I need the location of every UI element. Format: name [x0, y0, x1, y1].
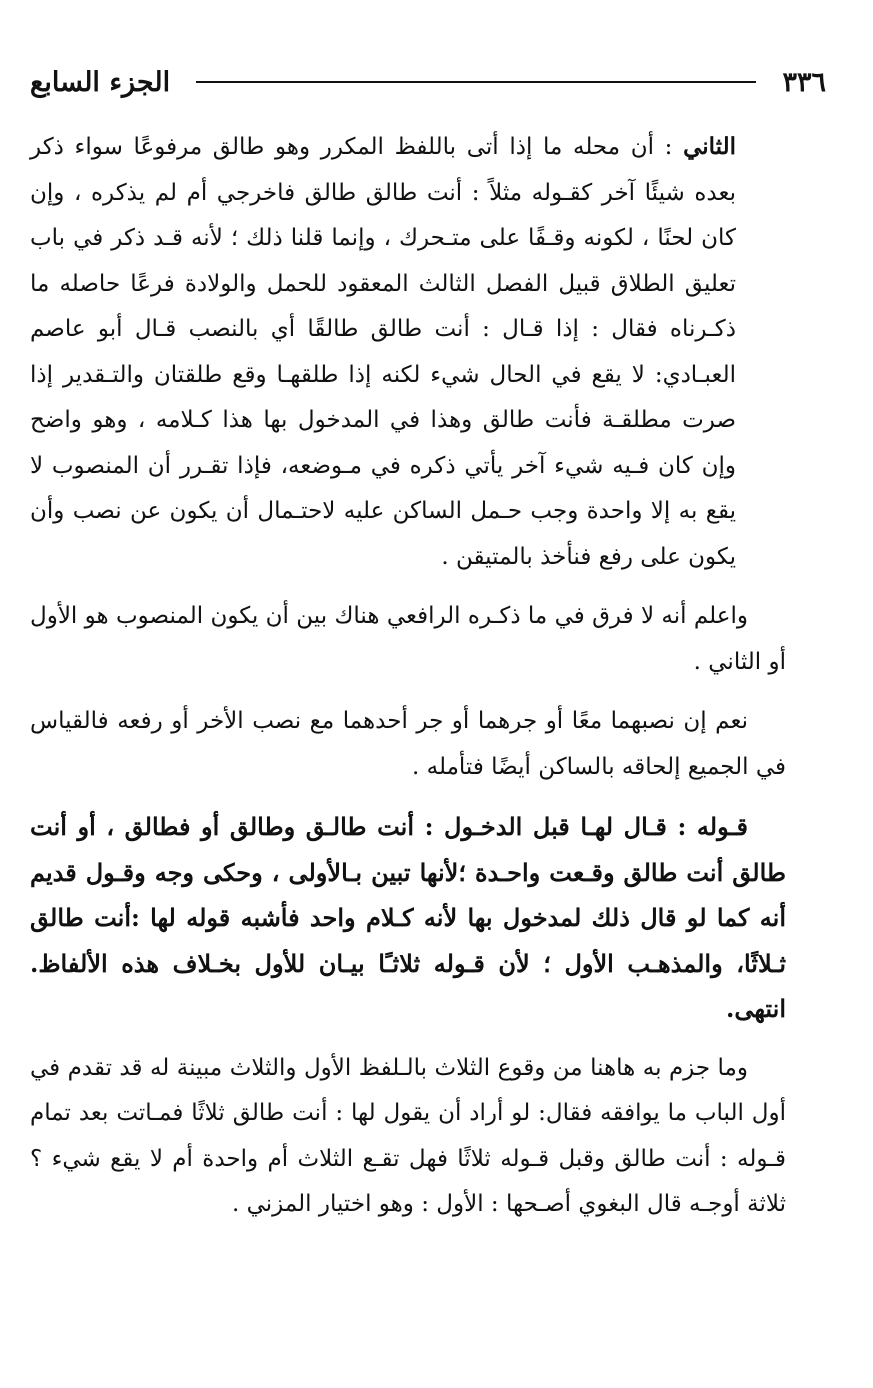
paragraph-1-text: : أن محله ما إذا أتى باللفظ المكرر وهو طالق مرفوعًا سواء ذكر بعده شيئًا آخر كقـوله مثلاً : أنت طالق طالق فاخرجي أم لم يذكره ، وإن كان لحنًا ، لكونه وقـفًا على متـحرك ، وإنما قلنا ذلك ؛ لأنه قـد ذكر في باب تعليق الطلاق قبيل الفصل الثالث المعقود للحمل والولادة فرعًا حاصله ما ذكـرناه فقال : إذا قـال : أنت طالق طالقًا أي بالنصب قـال أبو عاصم العبـادي: لا يقع في الحال شيء لكنه إذا طلقهـا وقع طلقتان والتـقدير إذا صرت مطلقـة فأنت طالق وهذا في المدخول بها هذا كـلامه ، وهو واضح وإن كان فـيه شيء آخر يأتي ذكره في مـوضعه، فإذا تقـرر أن المنصوب لا يقع به إلا واحدة وجب حـمل الساكن عليه لاحتـمال أن يكون عن نصب وأن يكون على رفع فنأخذ بالمتيقن . [30, 134, 736, 570]
header-rule [196, 81, 756, 83]
paragraph-5: وما جزم به هاهنا من وقوع الثلاث بالـلفظ الأول والثلاث مبينة له قد تقدم في أول الباب ما يوافقه فقال: لو أراد أن يقول لها : أنت طالق ثلاثًا فمـاتت بعد تمام قـوله : أنت طالق وقبل قـوله ثلاثًا فهل تقـع الثلاث أم واحدة أم لا يقع شيء ؟ ثلاثة أوجـه قال البغوي أصـحها : الأول : وهو اختيار المزني . [30, 1054, 786, 1217]
quoted-statement: قـوله : قـال لهـا قبل الدخـول : أنت طالـق وطالق أو فطالق ، أو أنت طالق أنت طالق وقـعت واحـدة ؛لأنها تبين بـالأولى ، وحكى وجه وقـول قديم أنه كما لو قال ذلك لمدخول بها لأنه كـلام واحد فأشبه قوله لها :أنت طالق ثـلاثًا، والمذهـب الأول ؛ لأن قـوله ثلاثـًا بيـان للأول بخـلاف هذه الألفاظ. انتهى. [30, 812, 786, 1023]
body-text [30, 124, 786, 1242]
running-title: الجزء السابع [30, 66, 171, 98]
page-number: ٣٣٦ [782, 66, 826, 98]
paragraph-3: نعم إن نصبهما معًا أو جرهما أو جر أحدهما مع نصب الأخر أو رفعه فالقياس في الجميع إلحاقه بالساكن أيضًا فتأمله . [30, 708, 786, 780]
page-header [30, 62, 826, 102]
paragraph-1 [30, 124, 736, 580]
paragraph-lead-word: الثاني [683, 133, 737, 160]
paragraph-2: واعلم أنه لا فرق في ما ذكـره الرافعي هناك بين أن يكون المنصوب هو الأول أو الثاني . [30, 603, 786, 675]
